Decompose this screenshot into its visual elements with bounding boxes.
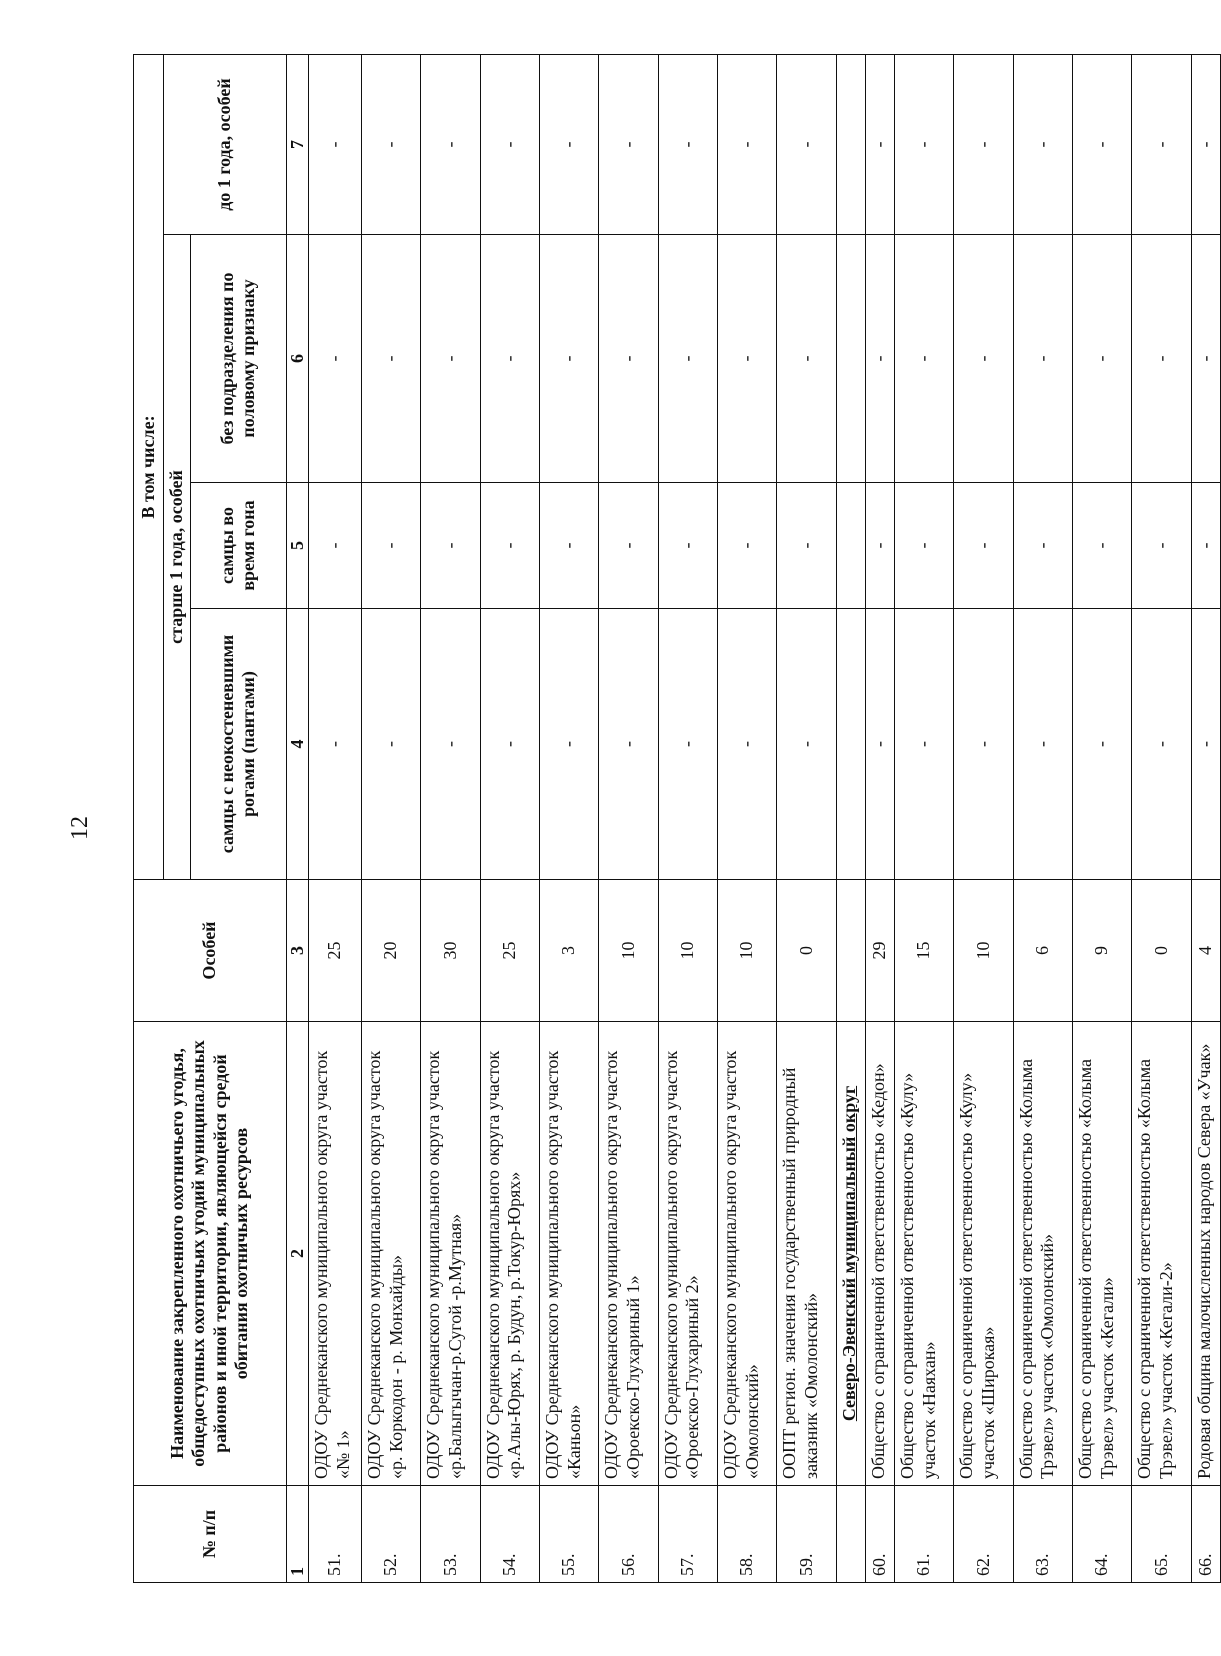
table-row (1072, 55, 1131, 1583)
row-under-one: - (658, 55, 717, 235)
row-name: ОДОУ Среднеканского муниципального округа участок «р.Алы-Юрях, р. Будун, р.Токур-Юрях» (480, 1022, 539, 1486)
row-ossified: - (540, 609, 599, 880)
row-name: ОДОУ Среднеканского муниципального округа участок «Каньон» (540, 1022, 599, 1486)
row-name: ОДОУ Среднеканского муниципального округа участок «Омолонский» (718, 1022, 777, 1486)
column-index: 1 (286, 1486, 309, 1583)
row-rut: - (718, 483, 777, 609)
row-no-sex: - (658, 235, 717, 483)
table-row (718, 55, 777, 1583)
row-no-sex: - (1072, 235, 1131, 483)
row-total: 4 (1191, 880, 1220, 1022)
column-index-row (286, 55, 309, 1583)
header-no-sex: без подразделения по половому признаку (190, 235, 286, 483)
row-ossified: - (362, 609, 421, 880)
header-ossified: самцы с неокостеневшими рогами (пантами) (190, 609, 286, 880)
row-ossified: - (309, 609, 362, 880)
table-row (309, 55, 362, 1583)
row-no-sex: - (895, 235, 954, 483)
row-under-one: - (480, 55, 539, 235)
table-row (1013, 55, 1072, 1583)
table-row (954, 55, 1013, 1583)
header-name: Наименование закрепленного охотничьего угодья, общедоступных охотничьих угодий муниципальных районов и иной территории, являющейся средой обитания охотничьих ресурсов (134, 1022, 287, 1486)
row-no-sex: - (777, 235, 836, 483)
table-row (865, 55, 894, 1583)
row-total: 10 (718, 880, 777, 1022)
header-under-one: до 1 года, особей (164, 55, 287, 235)
row-name: Общество с ограниченной ответственностью «Колыма Трэвел» участок «Омолонский» (1013, 1022, 1072, 1486)
row-number: 51. (309, 1486, 362, 1583)
row-number: 58. (718, 1486, 777, 1583)
header-including: В том числе: (134, 55, 164, 880)
row-under-one: - (718, 55, 777, 235)
row-total: 25 (480, 880, 539, 1022)
row-no-sex: - (1132, 235, 1191, 483)
table-row (1191, 55, 1220, 1583)
row-under-one: - (1132, 55, 1191, 235)
row-rut: - (895, 483, 954, 609)
table-row (658, 55, 717, 1583)
row-total: 3 (540, 880, 599, 1022)
row-total: 30 (421, 880, 480, 1022)
row-number: 53. (421, 1486, 480, 1583)
row-under-one: - (1013, 55, 1072, 235)
row-number: 59. (777, 1486, 836, 1583)
header-rut: самцы во время гона (190, 483, 286, 609)
row-rut: - (362, 483, 421, 609)
row-under-one: - (865, 55, 894, 235)
row-total: 29 (865, 880, 894, 1022)
row-rut: - (599, 483, 658, 609)
row-total: 20 (362, 880, 421, 1022)
row-name: ОДОУ Среднеканского муниципального округа участок «р. Коркодон - р. Монхайды» (362, 1022, 421, 1486)
row-rut: - (1191, 483, 1220, 609)
row-name: ОДОУ Среднеканского муниципального округа участок «Oроекско-Глухариный 1» (599, 1022, 658, 1486)
row-number: 55. (540, 1486, 599, 1583)
table-row (1132, 55, 1191, 1583)
header-num: № п/п (134, 1486, 287, 1583)
row-number: 57. (658, 1486, 717, 1583)
row-name: Общество с ограниченной ответственностью «Колыма Трэвел» участок «Кегали» (1072, 1022, 1131, 1486)
row-ossified: - (865, 609, 894, 880)
row-rut: - (540, 483, 599, 609)
row-under-one: - (1072, 55, 1131, 235)
row-rut: - (865, 483, 894, 609)
row-number: 56. (599, 1486, 658, 1583)
row-name: Общество с ограниченной ответственностью «Кулу» участок «Наяхан» (895, 1022, 954, 1486)
row-no-sex: - (718, 235, 777, 483)
row-total: 0 (777, 880, 836, 1022)
row-ossified: - (599, 609, 658, 880)
row-name: ОДОУ Среднеканского муниципального округа участок «р.Балыгычан-р.Сугой -р.Мутная» (421, 1022, 480, 1486)
row-name: ОДОУ Среднеканского муниципального округа участок «Oроекско-Глухариный 2» (658, 1022, 717, 1486)
section-row (836, 55, 865, 1583)
row-name: ООПТ регион. значения государственный природный заказник «Омолонский» (777, 1022, 836, 1486)
row-rut: - (421, 483, 480, 609)
row-no-sex: - (362, 235, 421, 483)
row-under-one: - (895, 55, 954, 235)
row-under-one: - (954, 55, 1013, 235)
row-rut: - (1132, 483, 1191, 609)
column-index: 2 (286, 1022, 309, 1486)
row-number: 52. (362, 1486, 421, 1583)
row-total: 15 (895, 880, 954, 1022)
row-under-one: - (599, 55, 658, 235)
row-rut: - (1072, 483, 1131, 609)
row-no-sex: - (309, 235, 362, 483)
row-name: ОДОУ Среднеканского муниципального округа участок «№ 1» (309, 1022, 362, 1486)
table-row (480, 55, 539, 1583)
row-rut: - (658, 483, 717, 609)
row-no-sex: - (865, 235, 894, 483)
row-ossified: - (1191, 609, 1220, 880)
row-rut: - (777, 483, 836, 609)
row-ossified: - (777, 609, 836, 880)
row-rut: - (309, 483, 362, 609)
row-rut: - (480, 483, 539, 609)
row-total: 10 (658, 880, 717, 1022)
column-index: 4 (286, 609, 309, 880)
table-row (540, 55, 599, 1583)
row-total: 9 (1072, 880, 1131, 1022)
row-total: 10 (599, 880, 658, 1022)
column-index: 7 (286, 55, 309, 235)
row-number: 66. (1191, 1486, 1220, 1583)
row-total: 6 (1013, 880, 1072, 1022)
column-index: 3 (286, 880, 309, 1022)
row-total: 0 (1132, 880, 1191, 1022)
row-name: Родовая община малочисленных народов Севера «Учак» (1191, 1022, 1220, 1486)
table-row (599, 55, 658, 1583)
row-ossified: - (895, 609, 954, 880)
page-number: 12 (67, 816, 93, 840)
row-ossified: - (954, 609, 1013, 880)
section-title: Северо-Эвенский муниципальный округ (836, 1022, 865, 1486)
row-no-sex: - (480, 235, 539, 483)
row-number: 65. (1132, 1486, 1191, 1583)
row-ossified: - (658, 609, 717, 880)
row-no-sex: - (421, 235, 480, 483)
row-number: 61. (895, 1486, 954, 1583)
column-index: 5 (286, 483, 309, 609)
row-total: 25 (309, 880, 362, 1022)
row-number: 64. (1072, 1486, 1131, 1583)
row-no-sex: - (954, 235, 1013, 483)
row-name: Общество с ограниченной ответственностью «Кулу» участок «Широкая» (954, 1022, 1013, 1486)
table-row (895, 55, 954, 1583)
row-ossified: - (1132, 609, 1191, 880)
row-no-sex: - (1191, 235, 1220, 483)
hunting-resources-table (133, 54, 1221, 1583)
row-no-sex: - (1013, 235, 1072, 483)
column-index: 6 (286, 235, 309, 483)
row-name: Общество с ограниченной ответственностью «Кедон» (865, 1022, 894, 1486)
row-ossified: - (421, 609, 480, 880)
row-ossified: - (1072, 609, 1131, 880)
row-number: 54. (480, 1486, 539, 1583)
header-total: Особей (134, 880, 287, 1022)
row-under-one: - (309, 55, 362, 235)
row-rut: - (1013, 483, 1072, 609)
row-ossified: - (718, 609, 777, 880)
row-rut: - (954, 483, 1013, 609)
row-ossified: - (1013, 609, 1072, 880)
table-row (421, 55, 480, 1583)
table-row (777, 55, 836, 1583)
header-older: старше 1 года, особей (164, 235, 191, 880)
row-under-one: - (540, 55, 599, 235)
row-ossified: - (480, 609, 539, 880)
row-number: 63. (1013, 1486, 1072, 1583)
row-name: Общество с ограниченной ответственностью «Колыма Трэвел» участок «Кегали-2» (1132, 1022, 1191, 1486)
row-number: 60. (865, 1486, 894, 1583)
rotated-table-container (133, 55, 1221, 1583)
row-number: 62. (954, 1486, 1013, 1583)
table-row (362, 55, 421, 1583)
row-no-sex: - (540, 235, 599, 483)
row-under-one: - (362, 55, 421, 235)
row-under-one: - (1191, 55, 1220, 235)
row-under-one: - (777, 55, 836, 235)
row-no-sex: - (599, 235, 658, 483)
row-total: 10 (954, 880, 1013, 1022)
row-under-one: - (421, 55, 480, 235)
